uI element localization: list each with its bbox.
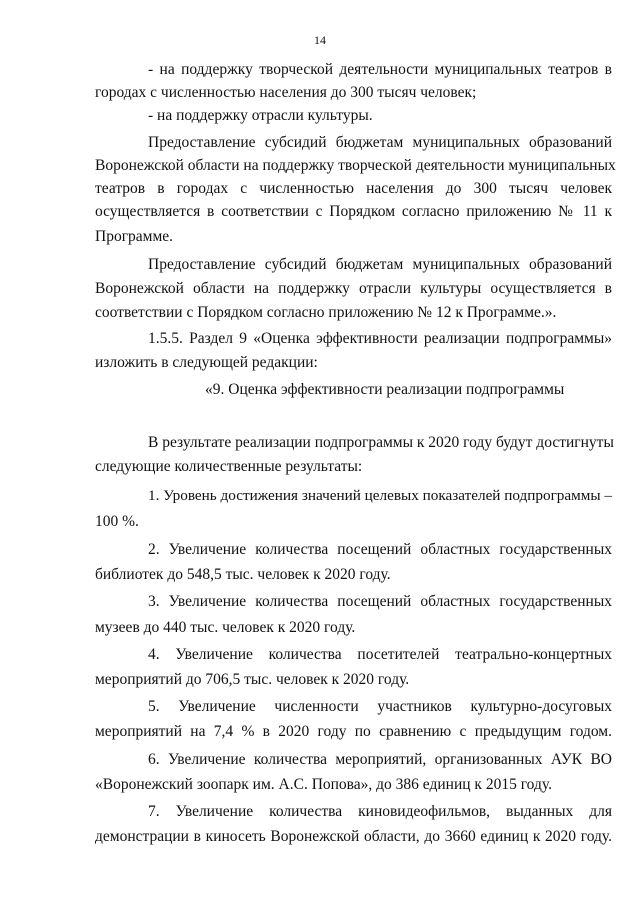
list-item-line: 6. Увеличение количества мероприятий, организованных АУК ВО (148, 751, 612, 768)
text-line: театров в городах с численностью населения до 300 тысяч человек (95, 180, 612, 197)
list-item-line: 1. Уровень достижения значений целевых показателей подпрограммы – (148, 487, 612, 504)
list-item-line: библиотек до 548,5 тыс. человек к 2020 году. (95, 566, 391, 583)
list-item-line: мероприятий до 706,5 тыс. человек к 2020 году. (95, 671, 410, 688)
list-item-line: 7. Увеличение количества киновидеофильмов, выданных для (148, 803, 612, 820)
list-item-line: «Воронежский зоопарк им. А.С. Попова», до 386 единиц к 2015 году. (95, 776, 552, 793)
text-line: - на поддержку отрасли культуры. (148, 107, 373, 124)
text-line: 1.5.5. Раздел 9 «Оценка эффективности реализации подпрограммы» (148, 330, 612, 347)
section-heading: «9. Оценка эффективности реализации подпрограммы (205, 381, 565, 398)
page-number: 14 (314, 33, 326, 47)
text-line: Воронежской области на поддержку творческой деятельности муниципальных (95, 157, 616, 174)
text-line: изложить в следующей редакции: (95, 354, 318, 371)
text-line: В результате реализации подпрограммы к 2020 году будут достигнуты (148, 434, 614, 451)
text-line: Предоставление субсидий бюджетам муниципальных образований (148, 134, 612, 151)
text-line: Воронежской области на поддержку отрасли культуры осуществляется в (95, 280, 612, 297)
text-line: соответствии с Порядком согласно приложению № 12 к Программе.». (95, 304, 557, 321)
list-item-line: 5. Увеличение численности участников культурно-досуговых (148, 698, 612, 715)
list-item-line: музеев до 440 тыс. человек к 2020 году. (95, 619, 356, 636)
text-line: - на поддержку творческой деятельности муниципальных театров в (148, 61, 612, 78)
text-line: осуществляется в соответствии с Порядком согласно приложению № 11 к (95, 203, 612, 220)
text-line: городах с численностью населения до 300 тысяч человек; (95, 84, 477, 101)
list-item-line: 3. Увеличение количества посещений областных государственных (148, 593, 612, 610)
list-item-line: 4. Увеличение количества посетителей театрально-концертных (148, 646, 612, 663)
text-line: Предоставление субсидий бюджетам муниципальных образований (148, 256, 612, 273)
list-item-line: мероприятий на 7,4 % в 2020 году по сравнению с предыдущим годом. (95, 723, 612, 740)
text-line: следующие количественные результаты: (95, 458, 363, 475)
list-item-line: демонстрации в киносеть Воронежской области, до 3660 единиц к 2020 году. (95, 828, 612, 845)
list-item-line: 100 %. (95, 513, 139, 530)
list-item-line: 2. Увеличение количества посещений областных государственных (148, 541, 612, 558)
text-line: Программе. (95, 228, 174, 245)
